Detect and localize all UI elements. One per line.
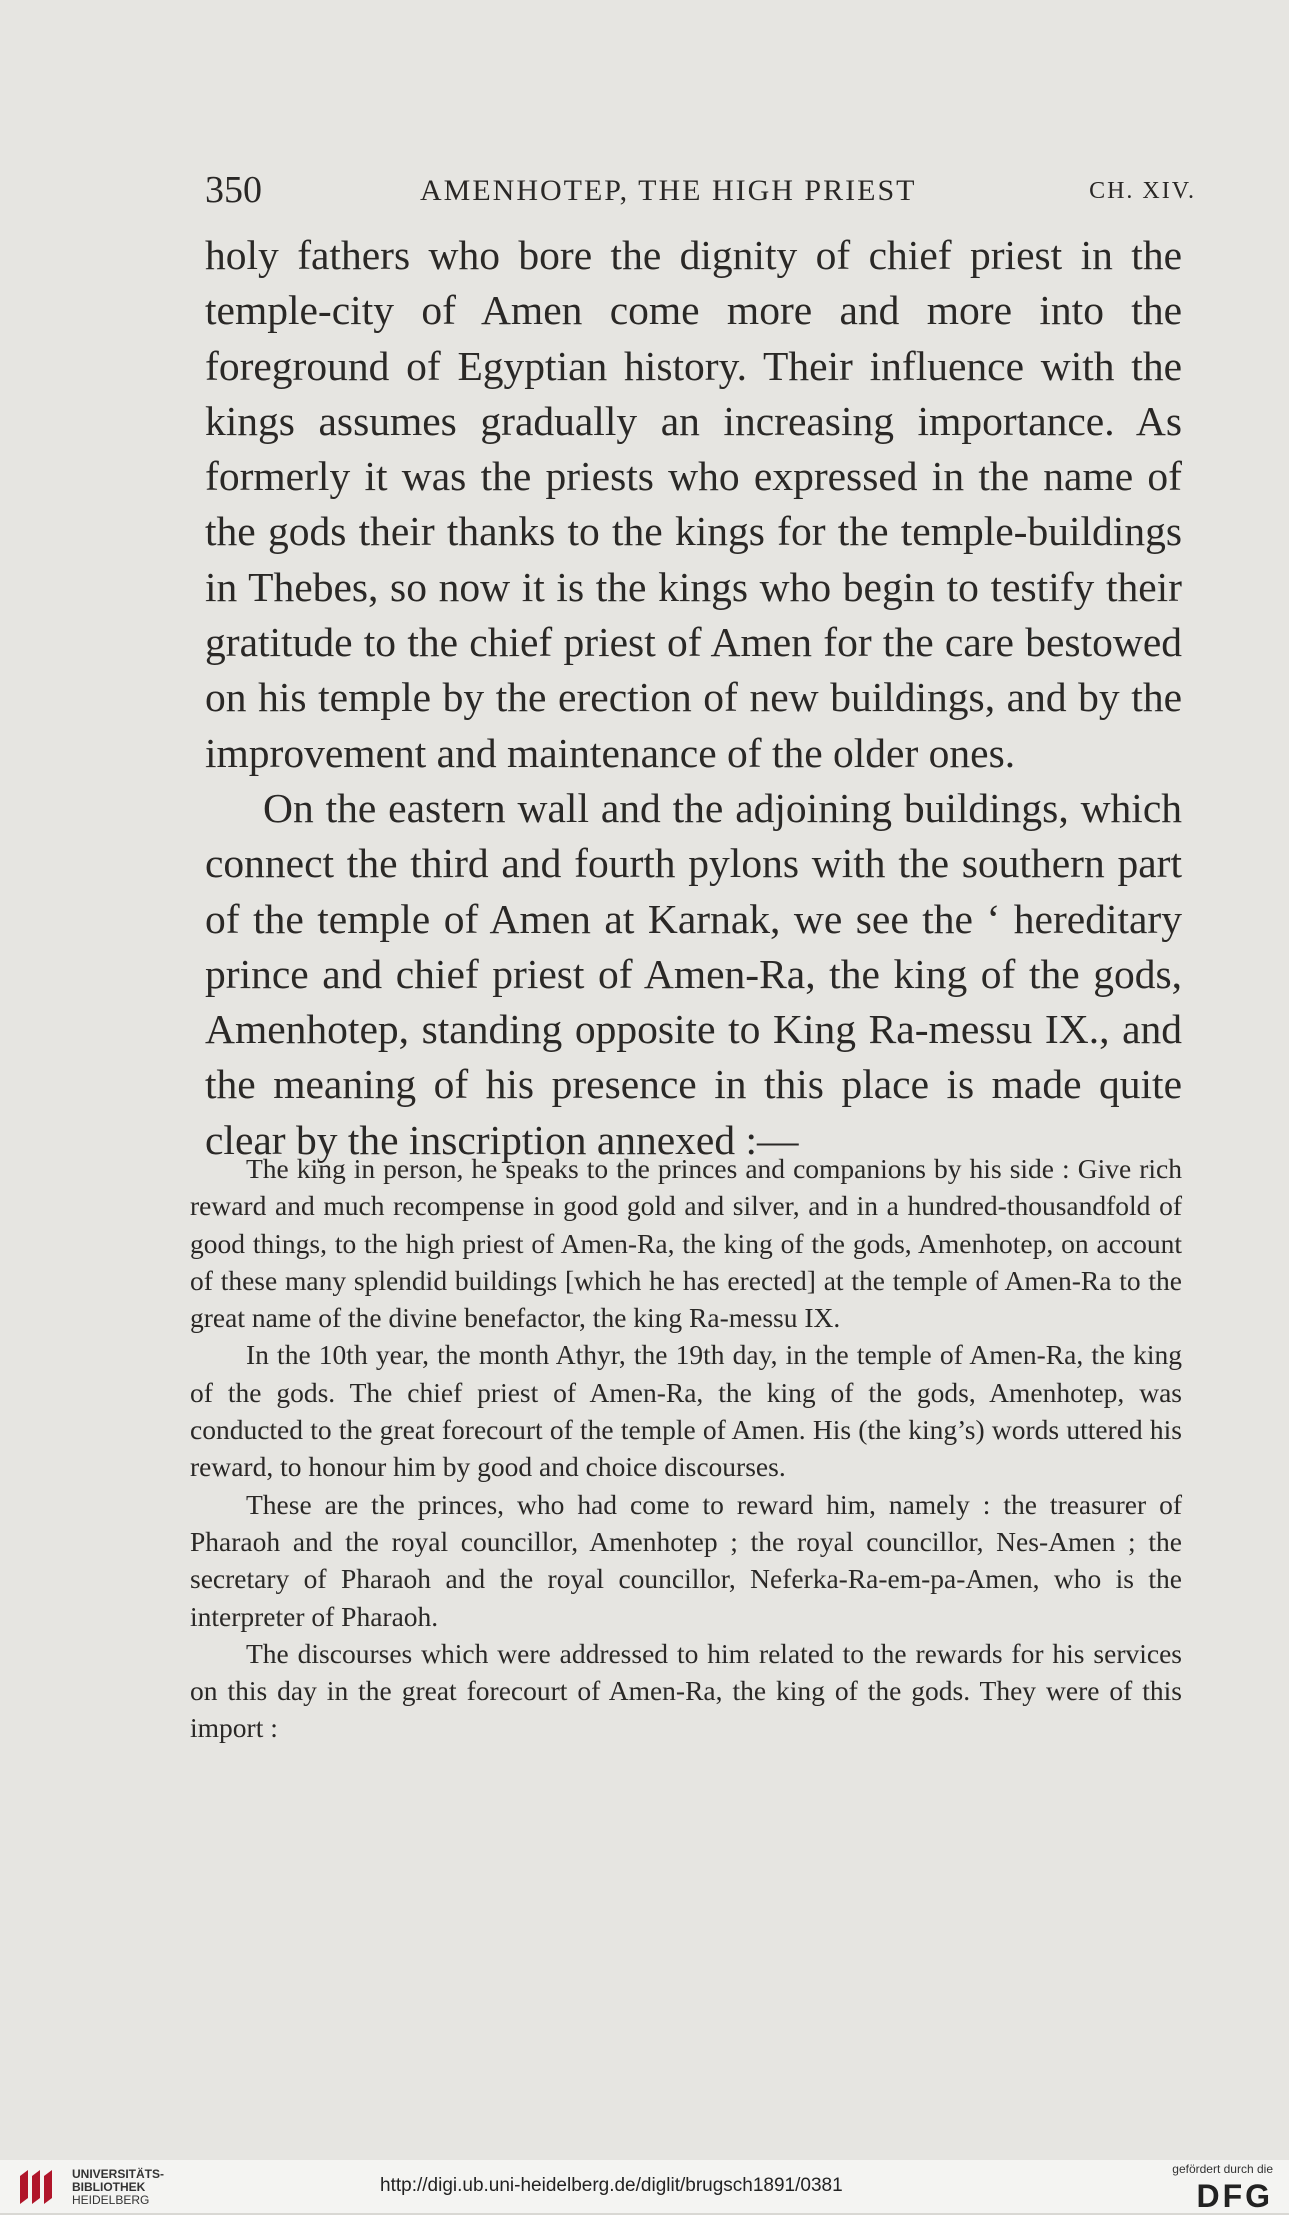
quote-paragraph-3: These are the princes, who had come to reward him, namely : the treasurer of Pharaoh and the royal councillor, Amenhotep ; the royal councillor, Nes-Amen ; the secretary of Pharaoh and the royal councillor, Neferka-Ra-em-pa-Amen, who is the interpreter of Pharaoh.: [190, 1488, 1182, 1632]
page-header: [205, 168, 1204, 212]
library-line-2: BIBLIOTHEK: [72, 2180, 146, 2194]
library-line-1: UNIVERSITÄTS-: [72, 2167, 165, 2181]
inscription-quote: [190, 1150, 1182, 1747]
library-name: [72, 2168, 164, 2207]
library-line-3: HEIDELBERG: [72, 2193, 150, 2207]
digitization-footer: [0, 2160, 1289, 2213]
quote-paragraph-2: In the 10th year, the month Athyr, the 19th day, in the temple of Amen-Ra, the king of the gods. The chief priest of Amen-Ra, the king of the gods, Amenhotep, was conducted to the great forecourt of the temple of Amen. His (the king’s) words uttered his reward, to honour him by good and choice discourses.: [190, 1339, 1182, 1483]
main-text: [205, 228, 1182, 1168]
body-paragraph-1: holy fathers who bore the dignity of chief priest in the temple-city of Amen come more and more into the foreground of Egyptian history. Their influence with the kings assumes gradually an increasing importance. As formerly it was the priests who expressed in the name of the gods their thanks to the kings for the temple-buildings in Thebes, so now it is the kings who begin to testify their gratitude to the chief priest of Amen for the care bestowed on his temple by the erection of new buildings, and by the improvement and maintenance of the older ones.: [205, 232, 1182, 776]
quote-paragraph-4: The discourses which were addressed to him related to the rewards for his services on this day in the great forecourt of Amen-Ra, the king of the gods. They were of this import :: [190, 1637, 1182, 1744]
quote-paragraph-1: The king in person, he speaks to the princes and companions by his side : Give rich reward and much recompense in good gold and silver, and in a hundred-thousandfold of good things, to the high priest of Amen-Ra, the king of the gods, Amenhotep, on account of these many splendid buildings [which he has erected] at the temple of Amen-Ra to the great name of the divine benefactor, the king Ra-messu IX.: [190, 1153, 1182, 1334]
funding-note: gefördert durch die: [1172, 2162, 1273, 2176]
source-url-link[interactable]: http://digi.ub.uni-heidelberg.de/diglit/brugsch1891/0381: [380, 2175, 843, 2196]
body-paragraph-2: On the eastern wall and the adjoining buildings, which connect the third and fourth pylons with the southern part of the temple of Amen at Karnak, we see the ‘ hereditary prince and chief priest of Amen-Ra, the king of the gods, Amenhotep, standing opposite to King Ra-messu IX., and the meaning of his presence in this place is made quite clear by the inscription annexed :—: [205, 784, 1182, 1163]
page-number: 350: [205, 169, 262, 211]
running-title: AMENHOTEP, THE HIGH PRIEST: [420, 174, 917, 207]
university-library-logo-icon: [14, 2166, 56, 2208]
chapter-label: CH. XIV.: [1089, 178, 1196, 204]
dfg-logo: DFG: [1196, 2178, 1273, 2214]
